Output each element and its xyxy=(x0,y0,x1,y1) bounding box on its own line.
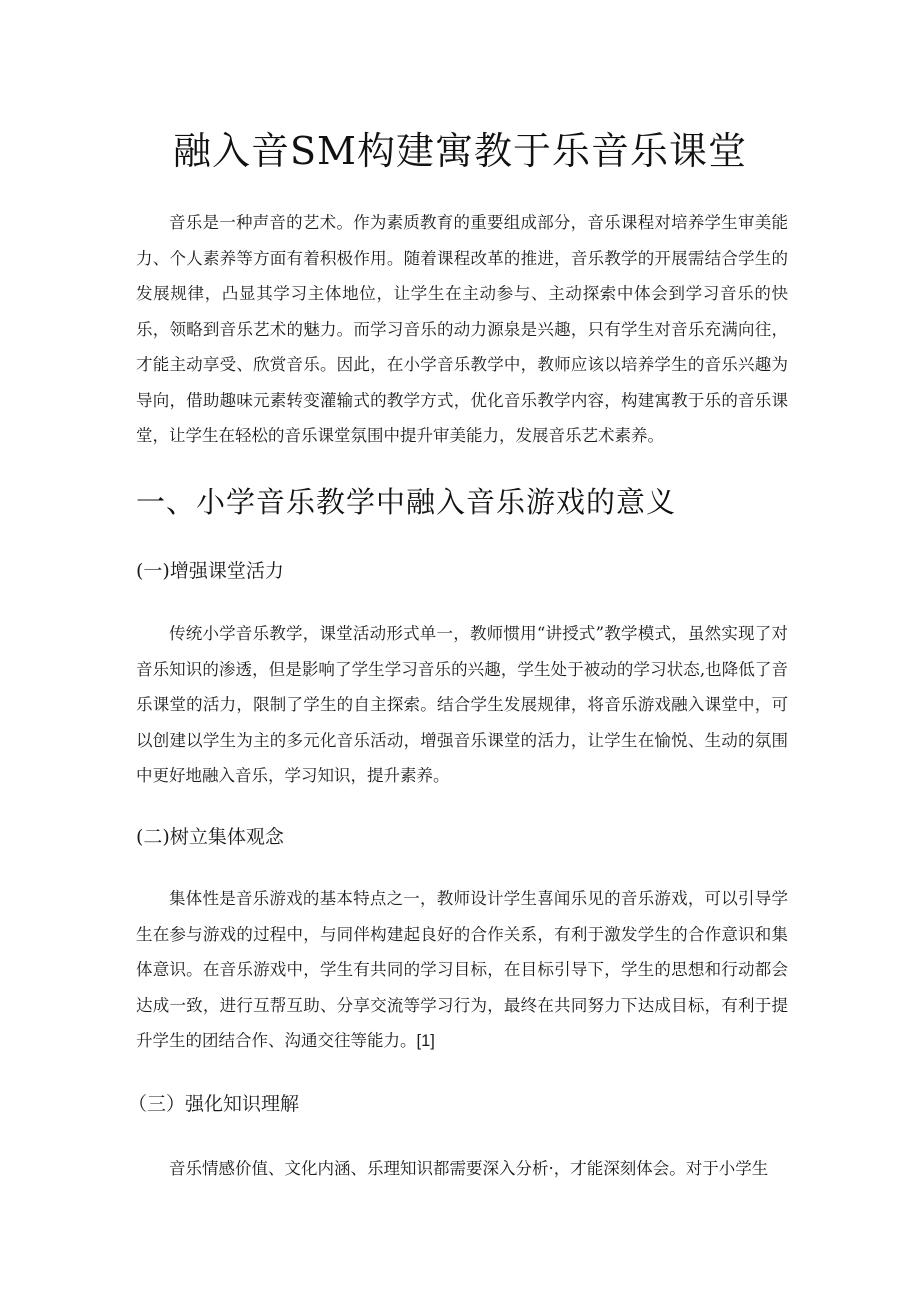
subsection-body-2 xyxy=(136,881,788,1060)
subsection-body-3: 音乐情感价值、文化内涵、乐理知识都需要深入分析·，才能深刻体会。对于小学生 xyxy=(169,1159,769,1178)
citation-ref: [1] xyxy=(416,1032,435,1050)
section-heading: 一、小学音乐教学中融入音乐游戏的意义 xyxy=(136,485,677,519)
subsection-body-2-text: 集体性是音乐游戏的基本特点之一，教师设计学生喜闻乐见的音乐游戏，可以引导学生在参与游戏的过程中，与同伴构建起良好的合作关系，有利于激发学生的合作意识和集体意识。在音乐游戏中，学生有共同的学习目标，在目标引导下，学生的思想和行动都会达成一致，进行互帮互助、分享交流等学习行为，最终在共同努力下达成目标，有利于提升学生的团结合作、沟通交往等能力。 xyxy=(136,889,788,1050)
subsection-heading-1: (一)增强课堂活力 xyxy=(136,560,284,582)
intro-paragraph: 音乐是一种声音的艺术。作为素质教育的重要组成部分，音乐课程对培养学生审美能力、个人素养等方面有着积极作用。随着课程改革的推进，音乐教学的开展需结合学生的发展规律，凸显其学习主体地位，让学生在主动参与、主动探索中体会到学习音乐的快乐，领略到音乐艺术的魅力。而学习音乐的动力源泉是兴趣，只有学生对音乐充满向往，才能主动享受、欣赏音乐。因此，在小学音乐教学中，教师应该以培养学生的音乐兴趣为导向，借助趣味元素转变灌输式的教学方式，优化音乐教学内容，构建寓教于乐的音乐课堂，让学生在轻松的音乐课堂氛围中提升审美能力，发展音乐艺术素养。 xyxy=(136,213,788,445)
subsection-heading-2: (二)树立集体观念 xyxy=(136,826,284,848)
subsection-heading-3: （三）强化知识理解 xyxy=(128,1093,300,1115)
document-title: 融入音SM构建寓教于乐音乐课堂 xyxy=(173,129,747,173)
subsection-body-1: 传统小学音乐教学，课堂活动形式单一，教师惯用“讲授式”教学模式，虽然实现了对音乐知识的渗透，但是影响了学生学习音乐的兴趣，学生处于被动的学习状态,也降低了音乐课堂的活力，限制了学生的自主探索。结合学生发展规律，将音乐游戏融入课堂中，可以创建以学生为主的多元化音乐活动，增强音乐课堂的活力，让学生在愉悦、生动的氛围中更好地融入音乐，学习知识，提升素养。 xyxy=(136,624,788,785)
